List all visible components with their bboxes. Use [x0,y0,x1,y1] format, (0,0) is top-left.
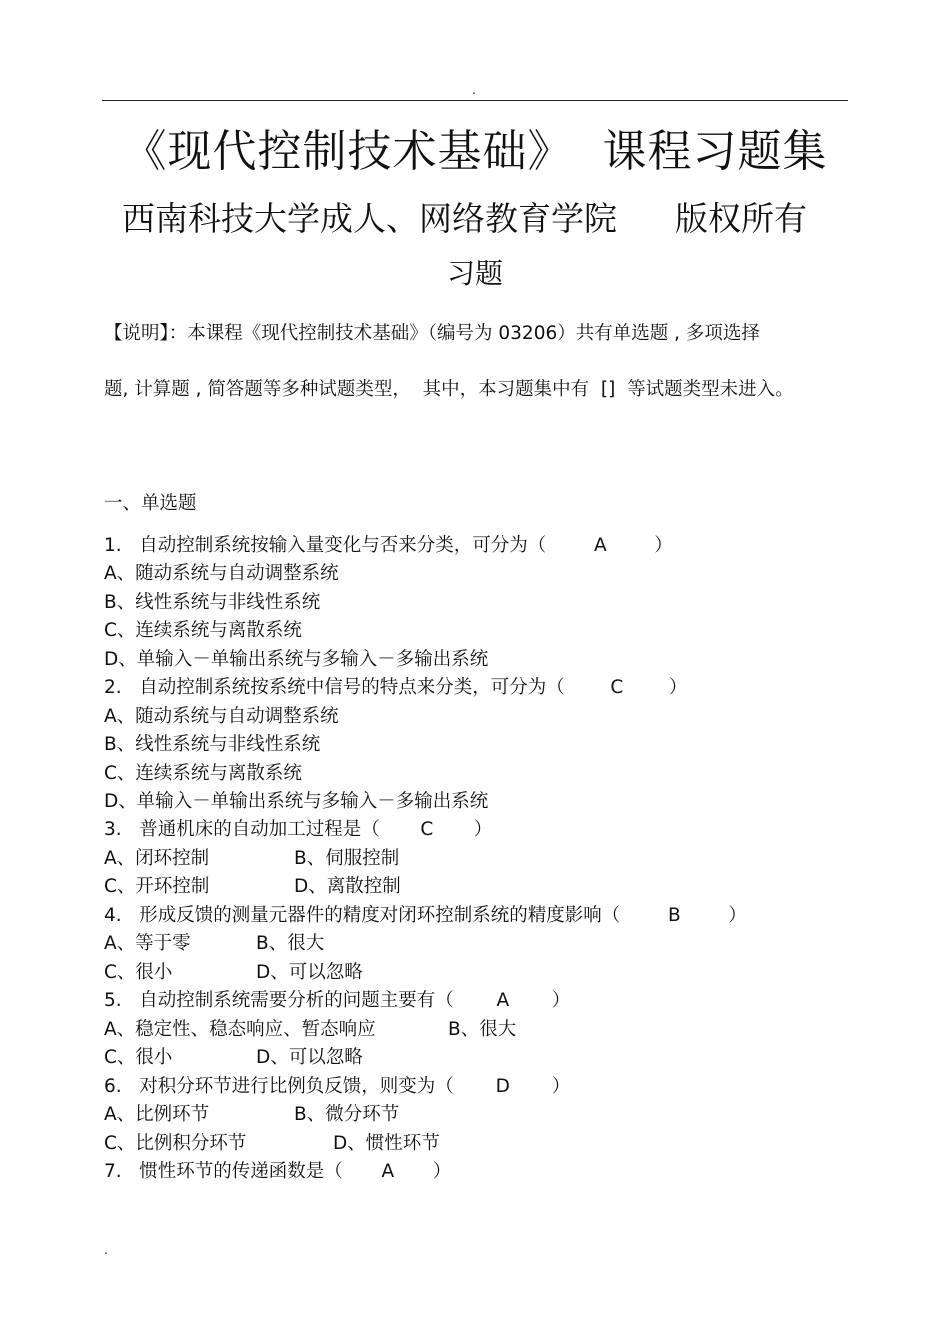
section-heading: 习题 [446,257,503,290]
option: A、随动系统与自动调整系统 [104,706,339,727]
question-answer: C [610,677,624,698]
subtitle-institution: 西南科技大学成人、网络教育学院 [122,199,617,238]
option: D、可以忽略 [256,962,363,983]
option: C、很小 [104,1047,173,1068]
question-stem: 3. 普通机床的自动加工过程是（ [104,819,380,840]
option: B、微分环节 [294,1104,400,1125]
question-answer: A [496,990,510,1011]
question-close: ） [432,1161,452,1182]
option: B、伺服控制 [294,848,400,869]
header-rule [102,100,848,101]
question-1 [104,532,673,560]
option: C、很小 [104,962,173,983]
document-title: 《现代控制技术基础》 课程习题集 [122,126,828,177]
question-stem: 1. 自动控制系统按输入量变化与否来分类，可分为（ [104,535,547,556]
question-stem: 2. 自动控制系统按系统中信号的特点来分类，可分为（ [104,677,565,698]
question-4 [104,902,747,930]
option: C、比例积分环节 [104,1133,247,1154]
question-2 [104,674,687,702]
question-close: ） [551,1076,571,1097]
question-5 [104,987,570,1015]
option: A、等于零 [104,933,191,954]
question-close: ） [668,677,688,698]
option: B、很大 [256,933,325,954]
option: D、可以忽略 [256,1047,363,1068]
question-stem: 5. 自动控制系统需要分析的问题主要有（ [104,990,454,1011]
option: D、单输入－单输出系统与多输入－多输出系统 [104,791,489,812]
question-answer: A [381,1161,395,1182]
question-stem: 4. 形成反馈的测量元器件的精度对闭环控制系统的精度影响（ [104,905,621,926]
option: C、连续系统与离散系统 [104,620,302,641]
option: D、惯性环节 [333,1133,440,1154]
question-6 [104,1073,570,1101]
question-close: ） [473,819,493,840]
option: A、比例环节 [104,1104,210,1125]
question-answer: D [495,1076,510,1097]
option: C、连续系统与离散系统 [104,763,302,784]
option: D、单输入－单输出系统与多输入－多输出系统 [104,649,489,670]
question-stem: 7. 惯性环节的传递函数是（ [104,1161,343,1182]
note-line-1: 【说明】：本课程《现代控制技术基础》（编号为 03206）共有单选题 , 多项选择 [104,323,760,344]
option: B、线性系统与非线性系统 [104,734,321,755]
document-subtitle [122,196,807,242]
option: A、随动系统与自动调整系统 [104,563,339,584]
question-answer: C [420,819,434,840]
part-title: 一、单选题 [104,493,197,514]
question-7 [104,1158,451,1186]
question-answer: A [593,535,607,556]
option: B、线性系统与非线性系统 [104,592,321,613]
question-close: ） [551,990,571,1011]
option: A、闭环控制 [104,848,210,869]
option: B、很大 [448,1019,517,1040]
subtitle-copyright: 版权所有 [675,199,807,238]
question-3 [104,816,492,844]
option: C、开环控制 [104,876,210,897]
option: D、离散控制 [294,876,401,897]
question-close: ） [728,905,747,926]
question-close: ） [654,535,673,556]
footer-mark: . [104,1243,108,1257]
note-line-2: 题, 计算题 , 简答题等多种试题类型， 其中，本习题集中有 [] 等试题类型未进入。 [104,379,794,400]
question-answer: B [667,905,681,926]
option: A、稳定性、稳态响应、暂态响应 [104,1019,376,1040]
question-stem: 6. 对积分环节进行比例负反馈，则变为（ [104,1076,454,1097]
header-mark: . [472,83,476,97]
